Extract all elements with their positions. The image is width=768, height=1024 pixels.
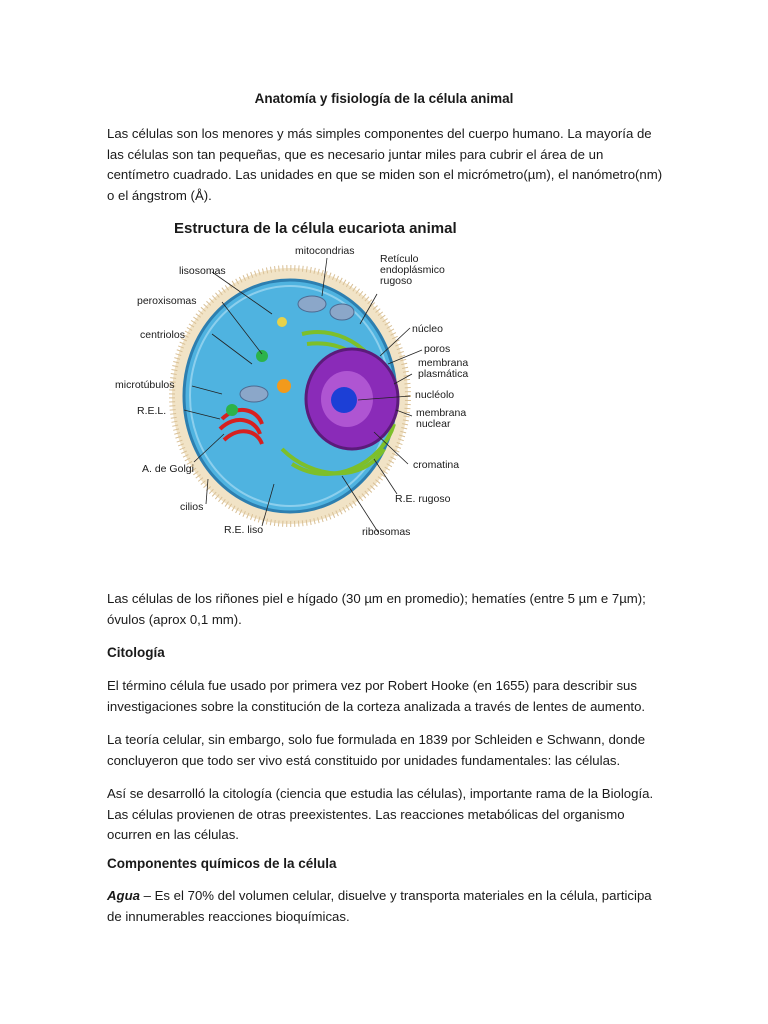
label-nucleo: núcleo — [412, 323, 443, 335]
intro-paragraph: Las células son los menores y más simples componentes del cuerpo humano. La mayoría de las células son tan pequeñas, que es necesario juntar miles para cubrir el área de un centímetro cuadrado. Las unidades en que se miden son el micrómetro(µm), el nanómetro(nm) o el ángstrom (Å). — [107, 126, 663, 203]
label-re-rugoso: R.E. rugoso — [395, 493, 451, 505]
label-microtubulos: microtúbulos — [115, 379, 175, 391]
label-golgi: A. de Golgi — [142, 463, 194, 475]
agua-text: – Es el 70% del volumen celular, disuelve y transporta materiales en la célula, participa de innumerables reacciones bioquímicas. — [107, 888, 652, 924]
label-poros: poros — [424, 343, 451, 355]
label-membrana-plasmatica: membrana plasmática — [418, 357, 469, 380]
label-rel: R.E.L. — [137, 405, 167, 417]
label-ribosomas: ribosomas — [362, 526, 411, 538]
label-cilios: cilios — [180, 501, 204, 513]
cell-diagram — [112, 214, 469, 550]
label-cromatina: cromatina — [413, 459, 460, 471]
label-centriolos: centriolos — [140, 329, 185, 341]
citology-paragraph: Así se desarrolló la citología (ciencia que estudia las células), importante rama de la Biología. Las células provienen de otras preexistentes. Las reacciones metabólicas del organismo ocurren en las células. — [107, 786, 654, 842]
label-peroxisomas: peroxisomas — [137, 295, 197, 307]
agua-paragraph — [107, 886, 667, 927]
heading-componentes: Componentes químicos de la célula — [107, 856, 337, 871]
centriole — [277, 379, 291, 393]
heading-citologia: Citología — [107, 645, 165, 660]
label-nucleolo: nucléolo — [415, 389, 455, 401]
figure-title: Estructura de la célula eucariota animal — [174, 220, 457, 237]
label-re-liso: R.E. liso — [224, 524, 264, 536]
document-title: Anatomía y fisiología de la célula animal — [254, 91, 514, 106]
label-reticulo: Retículo endoplásmico rugoso — [380, 253, 445, 287]
label-membrana-nuclear: membrana nuclear — [416, 407, 467, 430]
label-lisosomas: lisosomas — [179, 265, 226, 277]
agua-term: Agua — [107, 888, 140, 903]
label-mitocondrias: mitocondrias — [295, 245, 355, 257]
nucleolus — [331, 387, 357, 413]
mitochondrion — [298, 296, 326, 312]
cell-theory-paragraph: La teoría celular, sin embargo, solo fue formulada en 1839 por Schleiden e Schwann, donde concluyeron que todo ser vivo está constituido por unidades fundamentales: las células. — [107, 732, 646, 768]
size-paragraph: Las células de los riñones piel e hígado (30 µm en promedio); hematíes (entre 5 µm e 7µm); óvulos (aprox 0,1 mm). — [107, 591, 646, 627]
hooke-paragraph: El término célula fue usado por primera vez por Robert Hooke (en 1655) para describir sus investigaciones sobre la constitución de la corteza analizada a través de lentes de aumento. — [107, 678, 646, 714]
